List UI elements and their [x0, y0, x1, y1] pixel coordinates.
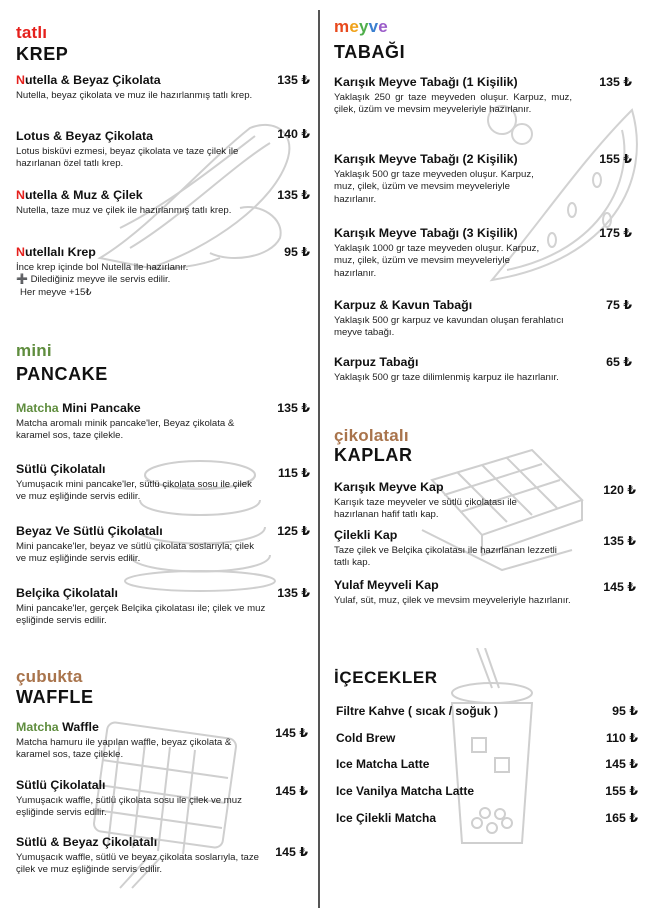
item-description: Yulaf, süt, muz, çilek ve mevsim meyveleriyle hazırlanır.	[334, 595, 571, 606]
kaplar-heading: KAPLAR	[334, 445, 413, 465]
krep-item	[16, 129, 310, 171]
item-name: Beyaz Ve Sütlü Çikolatalı	[16, 524, 163, 538]
item-name: Ice Matcha Latte	[336, 757, 430, 771]
item-name: Filtre Kahve ( sıcak / soğuk )	[336, 704, 499, 718]
meyve-item	[334, 298, 632, 340]
kaplar-subtitle: çikolatalı	[334, 426, 409, 445]
meyve-item	[334, 226, 632, 280]
item-name: Karışık Meyve Tabağı (3 Kişilik)	[334, 226, 518, 240]
item-name: Sütlü Çikolatalı	[16, 778, 106, 792]
item-price: 140 ₺	[277, 127, 310, 141]
kaplar-item	[334, 480, 636, 522]
meyve-subtitle-letter: e	[349, 17, 359, 36]
meyve-item	[334, 355, 632, 384]
item-name: Karpuz & Kavun Tabağı	[334, 298, 473, 312]
item-price: 95 ₺	[284, 245, 310, 259]
item-description: Yumuşacık waffle, sütlü ve beyaz çikolata soslarıyla, taze çilek ve muz eşliğinde servis edilir.	[16, 852, 259, 876]
krep-item	[16, 245, 310, 299]
item-description: Mini pancake'ler, gerçek Belçika çikolatası ile; çilek ve muz eşliğinde servis edilir.	[16, 603, 266, 627]
item-description: Yumuşacık waffle, sütlü çikolata sosu ile çilek ve muz eşliğinde servis edilir.	[16, 795, 242, 819]
meyve-heading: TABAĞI	[334, 42, 406, 62]
item-price: 135 ₺	[603, 534, 636, 548]
waffle-subtitle: çubukta	[16, 667, 83, 686]
item-description: Yaklaşık 500 gr taze dilimlenmiş karpuz ile hazırlanır.	[334, 372, 559, 383]
item-description: Matcha aromalı minik pancake'ler, Beyaz çikolata & karamel sos, taze çilekle.	[16, 418, 235, 442]
item-price: 145 ₺	[275, 845, 308, 859]
item-name: Çilekli Kap	[334, 528, 398, 542]
item-name: Matcha Waffle	[16, 720, 99, 734]
drink-item	[336, 784, 638, 799]
pancake-item	[16, 401, 310, 443]
krep-item	[16, 73, 310, 102]
item-price: 135 ₺	[599, 75, 632, 89]
item-description: Karışık taze meyveler ve sütlü çikolatası ile hazırlanan hafif tatlı kap.	[334, 497, 517, 521]
item-name: Belçika Çikolatalı	[16, 586, 118, 600]
item-description: Mini pancake'ler, beyaz ve sütlü çikolata soslarıyla; çilek ve muz eşliğinde servis edilir.	[16, 541, 255, 565]
meyve-subtitle-letter: y	[358, 17, 369, 36]
item-description: Yaklaşık 500 gr taze meyveden oluşur. Karpuz, muz, çilek, üzüm ve mevsim meyveleriyle hazırlanır.	[334, 169, 534, 205]
item-name: Sütlü & Beyaz Çikolatalı	[16, 835, 158, 849]
krep-item	[16, 188, 310, 217]
item-price: 145 ₺	[275, 784, 308, 798]
item-name: Karışık Meyve Kap	[334, 480, 444, 494]
item-price: 145 ₺	[605, 757, 638, 771]
drink-item	[336, 704, 638, 719]
item-price: 165 ₺	[605, 811, 638, 825]
drink-item	[336, 811, 638, 826]
item-price: 135 ₺	[277, 401, 310, 415]
meyve-item	[334, 75, 632, 117]
item-name: Ice Vanilya Matcha Latte	[336, 784, 475, 798]
item-price: 145 ₺	[603, 580, 636, 594]
item-name: Lotus & Beyaz Çikolata	[16, 129, 154, 143]
item-name: Matcha Mini Pancake	[16, 401, 141, 415]
item-description: Matcha hamuru ile yapılan waffle, beyaz çikolata & karamel sos, taze çilekle.	[16, 737, 232, 761]
item-name: Nutella & Beyaz Çikolata	[16, 73, 161, 87]
item-name: Nutellalı Krep	[16, 245, 96, 259]
item-price: 125 ₺	[277, 524, 310, 538]
item-price: 75 ₺	[606, 298, 632, 312]
item-name: Nutella & Muz & Çilek	[16, 188, 143, 202]
item-price: 135 ₺	[277, 188, 310, 202]
krep-heading: KREP	[16, 44, 69, 64]
pancake-heading: PANCAKE	[16, 364, 108, 384]
waffle-item	[16, 778, 310, 820]
item-description: Lotus bisküvi ezmesi, beyaz çikolata ve taze çilek ile hazırlanan özel tatlı krep.	[16, 146, 239, 170]
item-price: 135 ₺	[277, 586, 310, 600]
waffle-item	[16, 835, 310, 877]
item-price: 115 ₺	[277, 466, 310, 480]
item-name: Karpuz Tabağı	[334, 355, 419, 369]
item-price: 135 ₺	[277, 73, 310, 87]
meyve-subtitle	[334, 18, 388, 36]
item-description: Nutella, taze muz ve çilek ile hazırlanmış tatlı krep.	[16, 205, 232, 216]
item-price: 95 ₺	[612, 704, 638, 718]
item-name: Sütlü Çikolatalı	[16, 462, 106, 476]
item-name: Karışık Meyve Tabağı (1 Kişilik)	[334, 75, 518, 89]
pancake-item	[16, 462, 310, 504]
pancake-subtitle: mini	[16, 341, 52, 360]
column-divider	[318, 10, 320, 908]
krep-note: ➕ Dilediğiniz meyve ile servis edilir.	[16, 274, 171, 286]
item-price: 175 ₺	[599, 226, 632, 240]
drink-item	[336, 731, 638, 746]
item-description: Taze çilek ve Belçika çikolatası ile hazırlanan lezzetli tatlı kap.	[334, 545, 557, 569]
waffle-item	[16, 720, 310, 762]
kaplar-item	[334, 528, 636, 570]
waffle-heading: WAFFLE	[16, 687, 94, 707]
item-description: Yaklaşık 1000 gr taze meyveden oluşur. Karpuz, muz, çilek, üzüm ve mevsim meyveleriyle hazırlanır.	[334, 243, 540, 279]
meyve-subtitle-letter: e	[378, 17, 388, 36]
item-price: 155 ₺	[599, 152, 632, 166]
meyve-subtitle-letter: m	[334, 17, 350, 36]
meyve-item	[334, 152, 632, 206]
meyve-subtitle-letter: v	[368, 17, 379, 36]
icecekler-heading: İÇECEKLER	[334, 668, 438, 687]
krep-subtitle: tatlı	[16, 23, 48, 42]
item-price: 120 ₺	[603, 483, 636, 497]
pancake-item	[16, 586, 310, 628]
item-price: 145 ₺	[275, 726, 308, 740]
item-name: Ice Çilekli Matcha	[336, 811, 437, 825]
pancake-item	[16, 524, 310, 566]
item-name: Yulaf Meyveli Kap	[334, 578, 439, 592]
item-description: Nutella, beyaz çikolata ve muz ile hazırlanmış tatlı krep.	[16, 90, 253, 101]
item-price: 65 ₺	[606, 355, 632, 369]
item-description: İnce krep içinde bol Nutella ile hazırlanır.	[16, 262, 189, 273]
krep-note-extra: Her meyve +15₺	[20, 286, 92, 298]
item-price: 155 ₺	[605, 784, 638, 798]
item-description: Yaklaşık 500 gr karpuz ve kavundan oluşan ferahlatıcı meyve tabağı.	[334, 315, 564, 339]
item-description: Yaklaşık 250 gr taze meyveden oluşur. Karpuz, muz, çilek, üzüm ve mevsim meyveleriyle hazırlanır.	[334, 92, 572, 116]
item-price: 110 ₺	[605, 731, 638, 745]
item-description: Yumuşacık mini pancake'ler, sütlü çikolata sosu ile çilek ve muz eşliğinde servis edilir.	[16, 479, 252, 503]
kaplar-item	[334, 578, 636, 607]
item-name: Cold Brew	[336, 731, 396, 745]
item-name: Karışık Meyve Tabağı (2 Kişilik)	[334, 152, 518, 166]
drink-item	[336, 757, 638, 772]
